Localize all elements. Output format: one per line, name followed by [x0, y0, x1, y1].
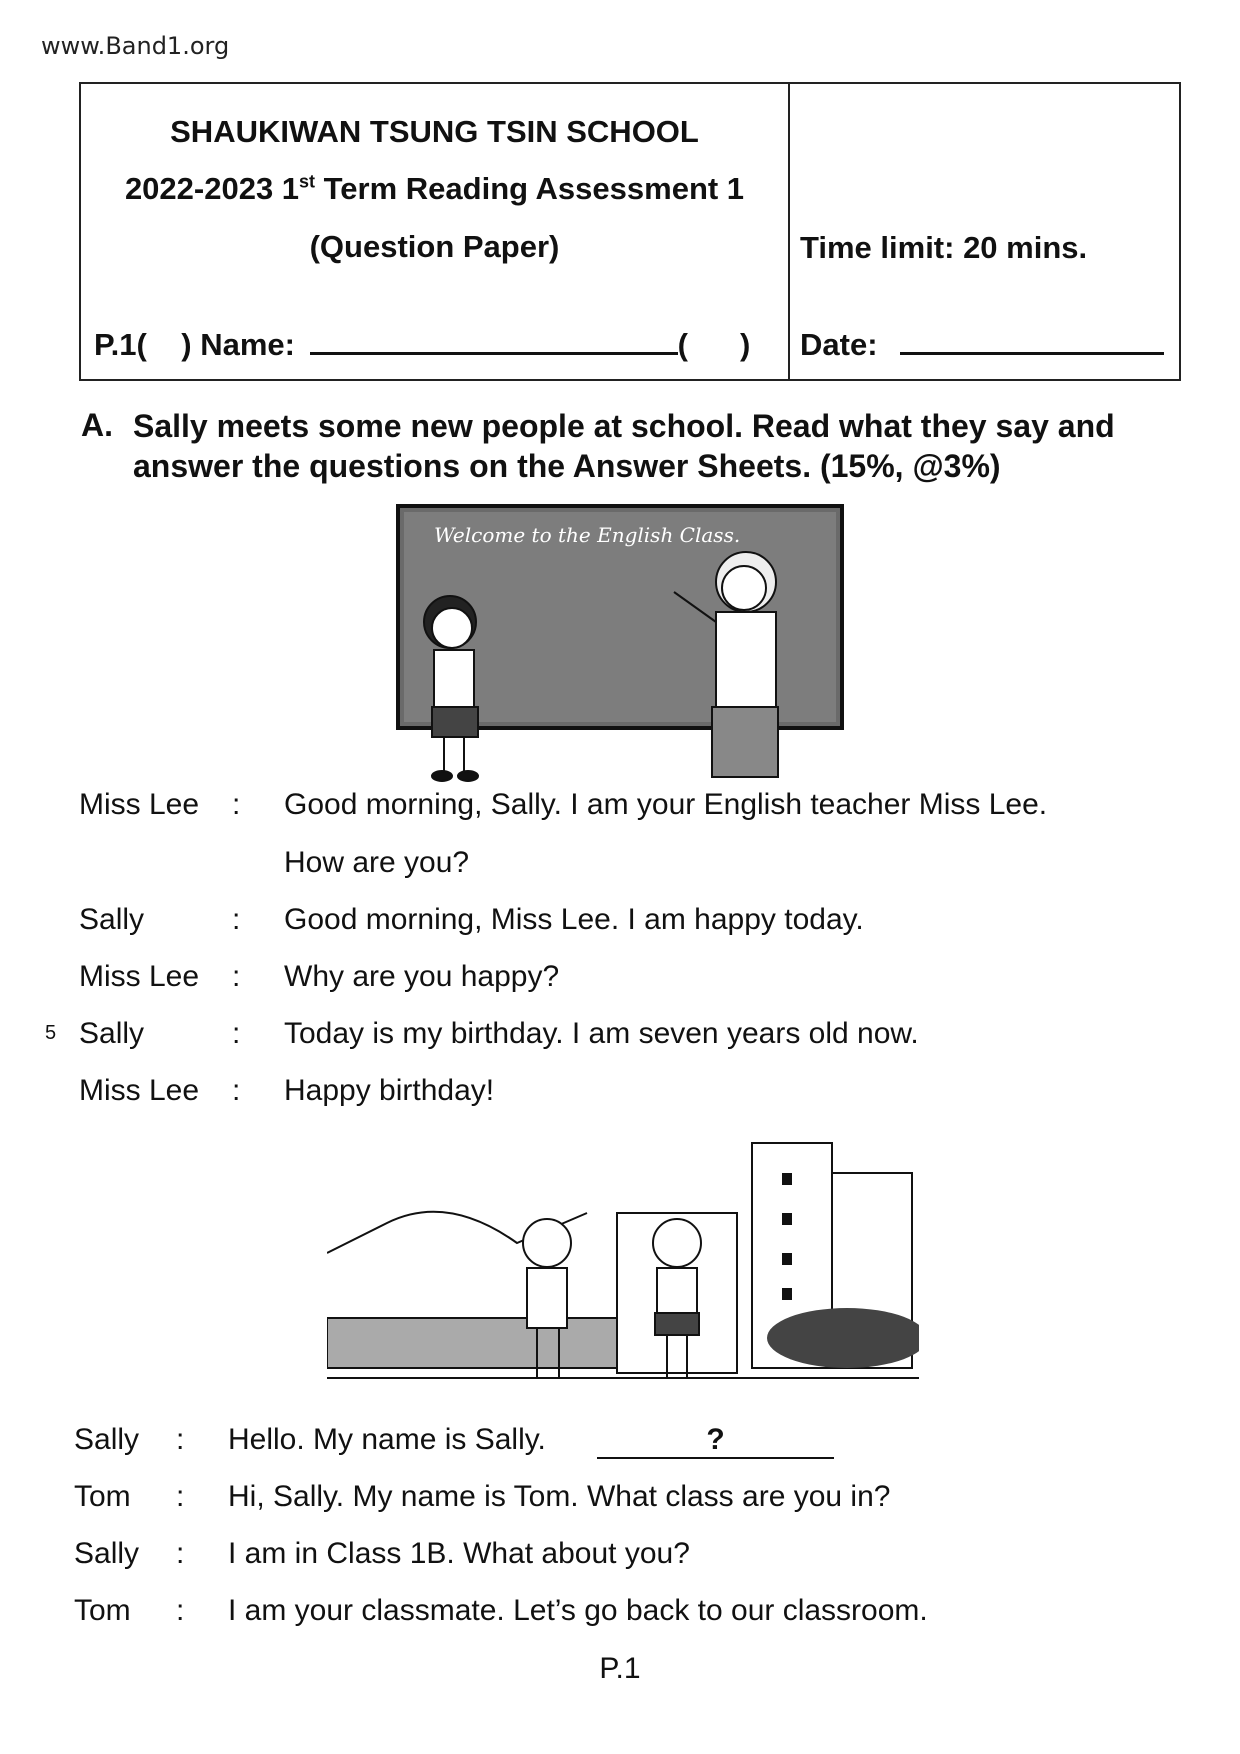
- assessment-year: 2022-2023 1: [124, 171, 300, 206]
- speaker-colon: :: [232, 788, 241, 821]
- assessment-name: Term Reading Assessment 1: [315, 171, 745, 206]
- dialogue-text: I am your classmate. Let’s go back to our classroom.: [228, 1594, 928, 1627]
- speaker-name: Miss Lee: [79, 788, 200, 821]
- name-blank[interactable]: [310, 352, 678, 355]
- speaker-name: Tom: [74, 1594, 131, 1627]
- class-no-close: ): [739, 327, 751, 362]
- class-name-label: P.1( ) Name:: [94, 327, 296, 362]
- line-number: 5: [45, 1022, 57, 1044]
- dialogue-text: I am in Class 1B. What about you?: [228, 1537, 690, 1570]
- dialogue-text: Why are you happy?: [284, 960, 560, 993]
- speaker-name: Miss Lee: [79, 960, 200, 993]
- time-limit: Time limit: 20 mins.: [800, 230, 1088, 265]
- page-number: P.1: [599, 1652, 641, 1685]
- speaker-colon: :: [232, 1017, 241, 1050]
- date-blank[interactable]: [900, 352, 1164, 355]
- dialogue-text: Hello. My name is Sally.: [228, 1423, 546, 1456]
- speaker-name: Sally: [79, 1017, 145, 1050]
- section-instruction: Sally meets some new people at school. Read what they say and answer the questions on the Answer Sheets. (15%, @3%): [133, 408, 1115, 484]
- speaker-name: Sally: [79, 903, 145, 936]
- section-letter: A.: [81, 407, 113, 443]
- dialogue-text: Hi, Sally. My name is Tom. What class are you in?: [228, 1480, 891, 1513]
- speaker-colon: :: [176, 1594, 185, 1627]
- speaker-colon: :: [232, 903, 241, 936]
- speaker-name: Sally: [74, 1537, 140, 1570]
- speaker-colon: :: [176, 1537, 185, 1570]
- school-name: SHAUKIWAN TSUNG TSIN SCHOOL: [170, 114, 699, 149]
- school-illustration: [327, 1133, 919, 1398]
- assessment-title: [81, 171, 788, 207]
- header-divider: [788, 82, 790, 381]
- dialogue-text: Today is my birthday. I am seven years old now.: [284, 1017, 919, 1050]
- speaker-colon: :: [232, 960, 241, 993]
- speaker-name: Sally: [74, 1423, 140, 1456]
- board-text: Welcome to the English Class.: [434, 523, 741, 547]
- answer-blank: ?: [597, 1423, 834, 1459]
- watermark: www.Band1.org: [41, 32, 230, 60]
- classroom-illustration: [394, 502, 864, 787]
- name-row: [94, 327, 750, 363]
- dialogue-text: Good morning, Sally. I am your English teacher Miss Lee.: [284, 788, 1048, 821]
- class-no-open: (: [677, 327, 688, 362]
- dialogue-text: How are you?: [284, 846, 470, 879]
- speaker-colon: :: [232, 1074, 241, 1107]
- dialogue-text: Happy birthday!: [284, 1074, 495, 1107]
- speaker-colon: :: [176, 1480, 185, 1513]
- speaker-name: Tom: [74, 1480, 131, 1513]
- date-label: Date:: [800, 327, 878, 362]
- date-row: [800, 327, 1164, 363]
- dialogue-text: Good morning, Miss Lee. I am happy today.: [284, 903, 864, 936]
- speaker-name: Miss Lee: [79, 1074, 200, 1107]
- speaker-colon: :: [176, 1423, 185, 1456]
- paper-type: (Question Paper): [309, 229, 560, 264]
- ordinal-suffix: st: [299, 171, 316, 192]
